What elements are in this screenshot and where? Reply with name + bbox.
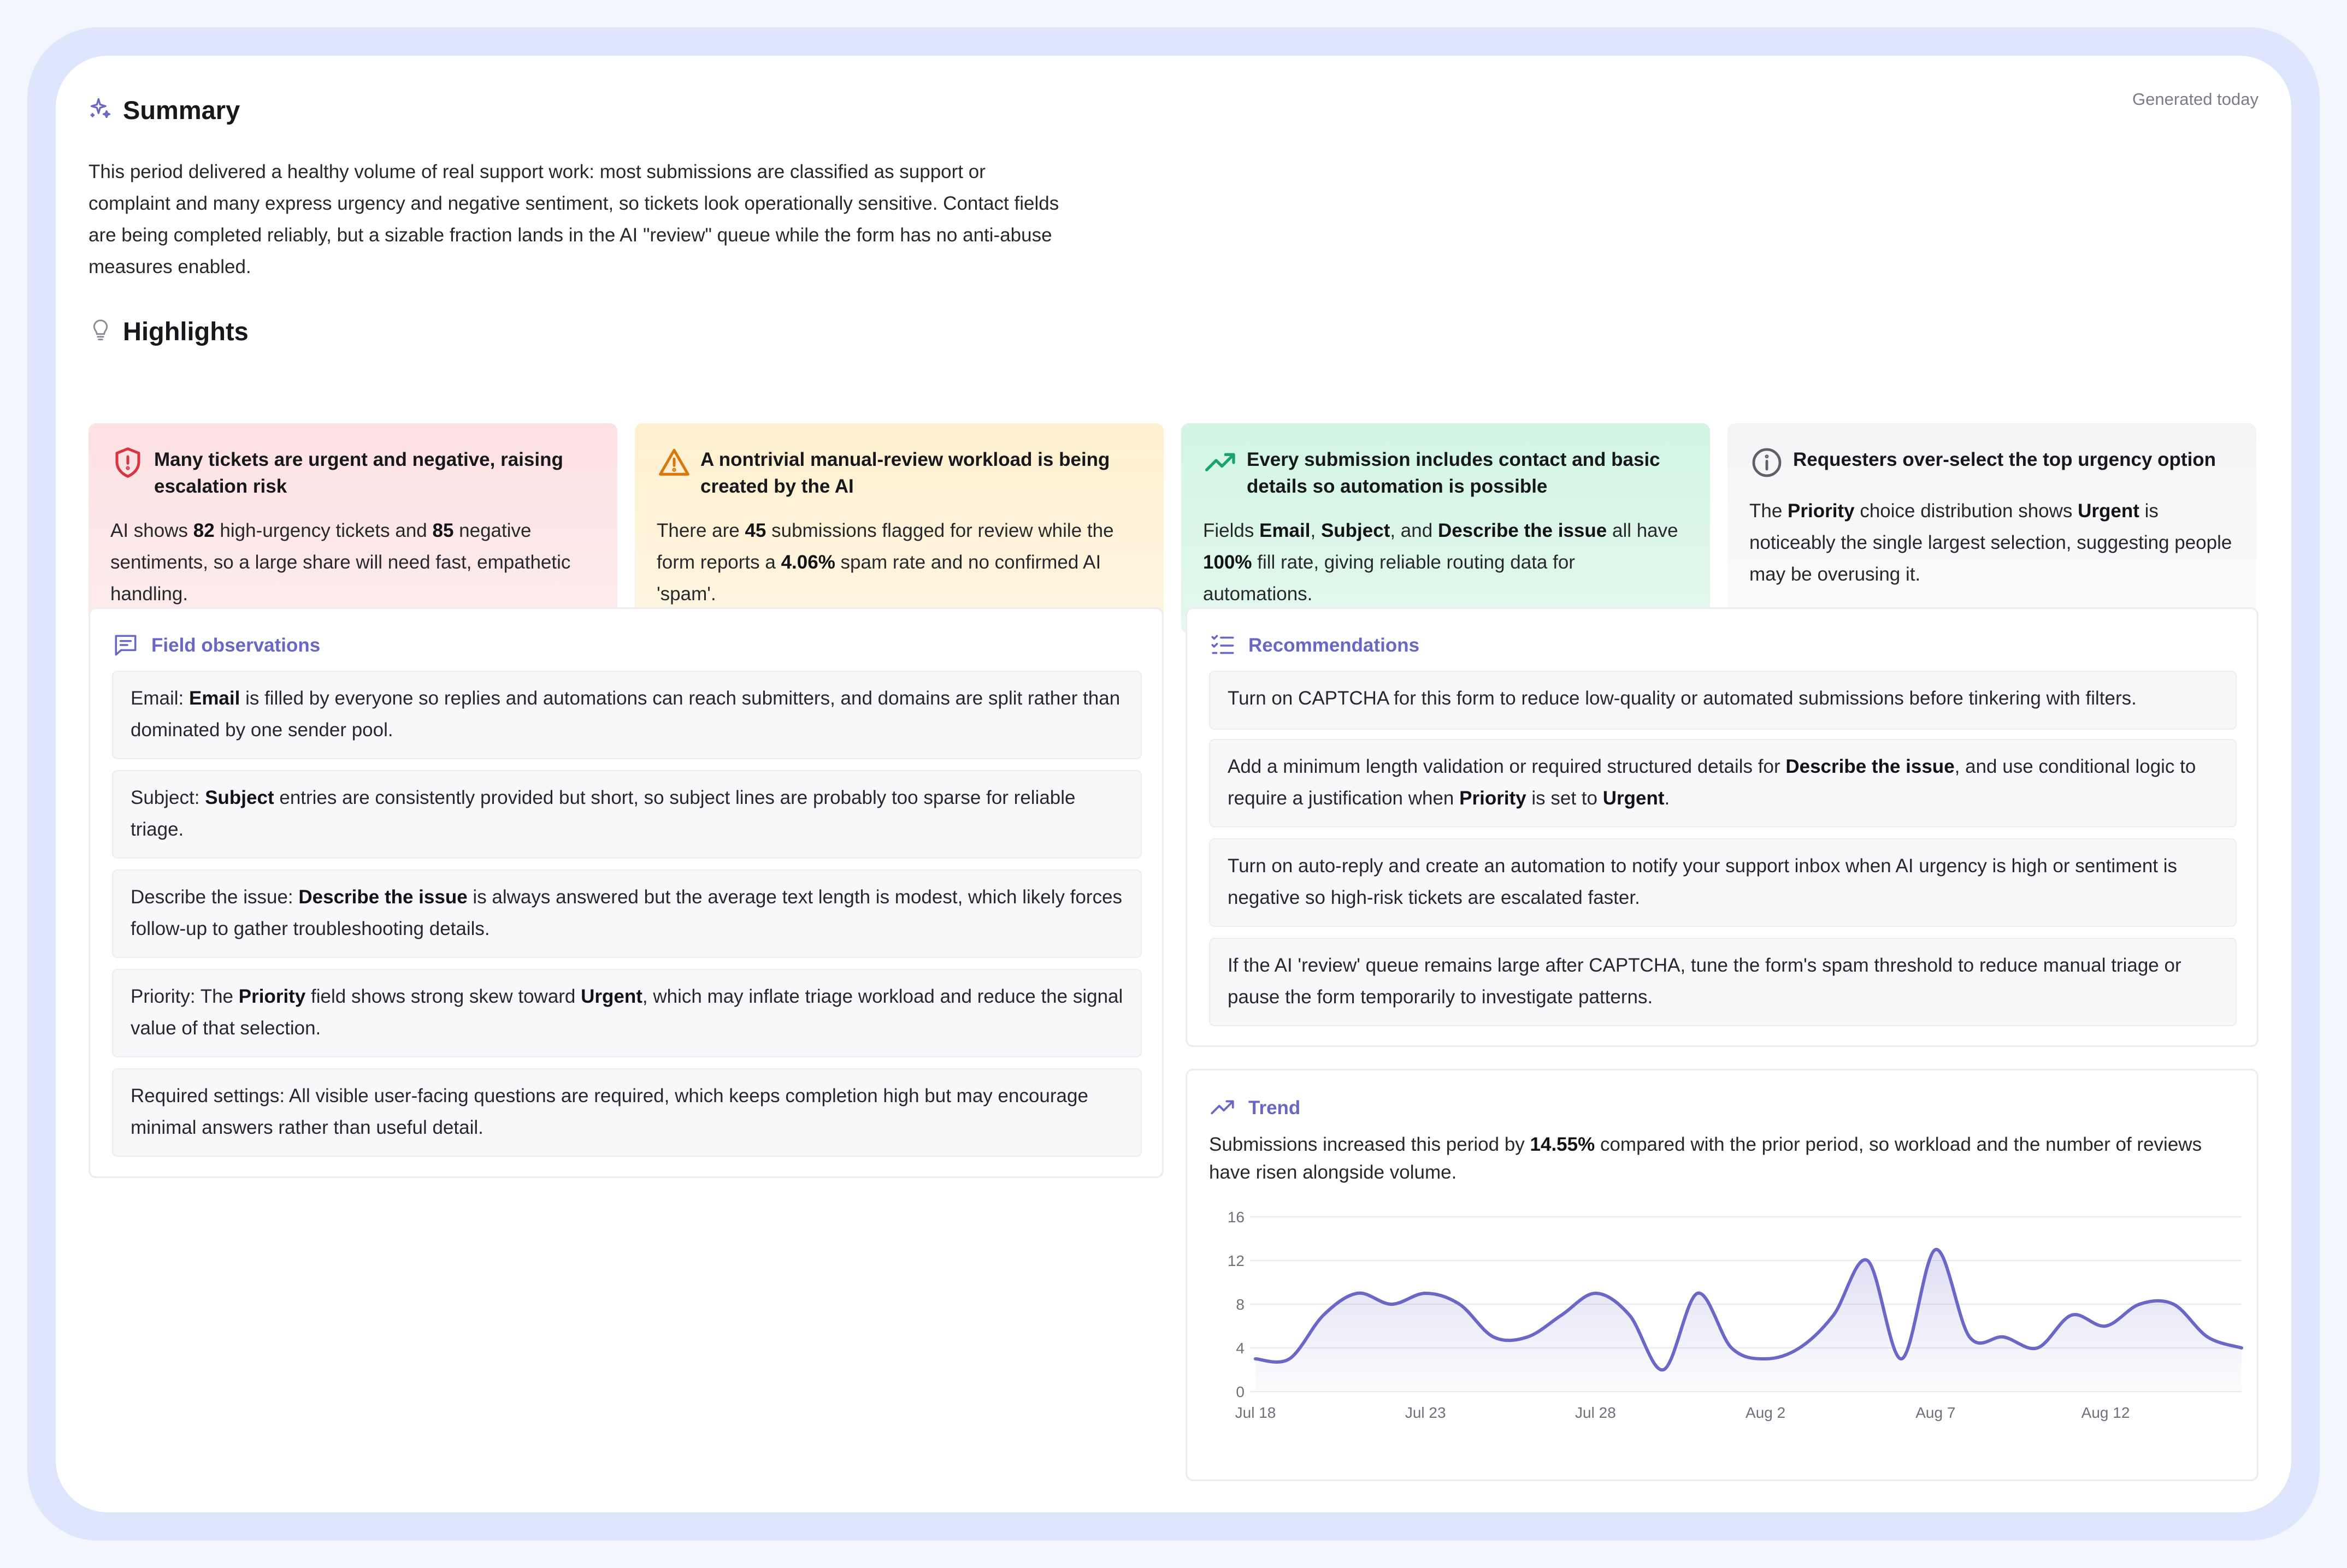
trend-panel — [1186, 1069, 2258, 1481]
field-observations-panel — [89, 607, 1164, 1178]
checklist-icon — [1209, 631, 1236, 661]
trend-title: Trend — [1248, 1097, 1301, 1119]
list-item: Required settings: All visible user-facing questions are required, which keeps completion high but may encourage minimal answers rather than useful detail. — [112, 1068, 1142, 1157]
x-tick-label: Aug 7 — [1915, 1404, 1956, 1421]
y-tick-label: 4 — [1236, 1340, 1245, 1357]
x-tick-label: Jul 28 — [1575, 1404, 1616, 1421]
insights-card — [56, 56, 2291, 1512]
trend-area — [1255, 1250, 2242, 1392]
x-tick-label: Aug 2 — [1745, 1404, 1786, 1421]
highlight-title: Requesters over-select the top urgency option — [1793, 449, 2216, 470]
trend-chart — [1187, 1070, 2260, 1483]
sparkle-icon — [89, 96, 113, 123]
y-tick-label: 8 — [1236, 1296, 1245, 1313]
recommendations-panel — [1186, 607, 2258, 1047]
info-circle-icon — [1749, 445, 1784, 480]
shield-alert-icon — [110, 445, 145, 480]
highlight-card-review — [635, 423, 1164, 634]
warning-triangle-icon — [657, 445, 692, 480]
list-item: If the AI 'review' queue remains large after CAPTCHA, tune the form's spam threshold to reduce manual triage or pause the form temporarily to investigate patterns. — [1209, 938, 2237, 1026]
list-item: Email: Email is filled by everyone so replies and automations can reach submitters, and domains are split rather than dominated by one sender pool. — [112, 671, 1142, 759]
lightbulb-icon — [90, 318, 111, 345]
generated-label: Generated today — [2132, 90, 2258, 109]
message-square-icon — [112, 631, 139, 661]
list-item: Turn on auto-reply and create an automation to notify your support inbox when AI urgency is high or sentiment is negative so high-risk tickets are escalated faster. — [1209, 838, 2237, 927]
y-tick-label: 0 — [1236, 1383, 1245, 1400]
list-item: Describe the issue: Describe the issue is always answered but the average text length is modest, which likely forces follow-up to gather troubleshooting details. — [112, 869, 1142, 958]
highlight-body: The Priority choice distribution shows Urgent is noticeably the single largest selection, suggesting people may be overusing it. — [1749, 500, 2232, 585]
list-item: Add a minimum length validation or required structured details for Describe the issue, and use conditional logic to require a justification when Priority is set to Urgent. — [1209, 739, 2237, 827]
x-tick-label: Jul 18 — [1235, 1404, 1276, 1421]
highlight-title: Every submission includes contact and basic details so automation is possible — [1247, 449, 1660, 497]
summary-text: This period delivered a healthy volume of real support work: most submissions are classified as support or complaint and many express urgency and negative sentiment, so tickets look operationally sensitive. Contact fields are being completed reliably, but a sizable fraction lands in the AI "review" queue while the form has no anti-abuse measures enabled. — [89, 161, 1059, 277]
list-item: Priority: The Priority field shows strong skew toward Urgent, which may inflate triage workload and reduce the signal value of that selection. — [112, 969, 1142, 1057]
trending-up-icon — [1203, 445, 1238, 480]
recommendations-title: Recommendations — [1248, 635, 1420, 656]
highlights-title: Highlights — [123, 317, 249, 346]
list-item: Turn on CAPTCHA for this form to reduce low-quality or automated submissions before tinkering with filters. — [1209, 671, 2237, 730]
x-tick-label: Aug 12 — [2081, 1404, 2130, 1421]
highlight-card-priority — [1727, 423, 2256, 634]
highlight-title: A nontrivial manual-review workload is being created by the AI — [700, 449, 1110, 497]
y-tick-label: 16 — [1227, 1209, 1245, 1226]
highlight-body: Fields Email, Subject, and Describe the issue all have 100% fill rate, giving reliable routing data for automations. — [1203, 520, 1678, 605]
x-tick-label: Jul 23 — [1405, 1404, 1446, 1421]
field-observations-title: Field observations — [151, 635, 321, 656]
list-item: Subject: Subject entries are consistently provided but short, so subject lines are probably too sparse for reliable triage. — [112, 770, 1142, 859]
trend-text: Submissions increased this period by 14.55% compared with the prior period, so workload and the number of reviews have risen alongside volume. — [1209, 1134, 2202, 1183]
summary-title: Summary — [123, 96, 240, 125]
highlight-card-urgent — [89, 423, 617, 634]
highlight-body: AI shows 82 high-urgency tickets and 85 negative sentiments, so a large share will need fast, empathetic handling. — [110, 520, 571, 605]
highlight-title: Many tickets are urgent and negative, raising escalation risk — [154, 449, 563, 497]
y-tick-label: 12 — [1227, 1252, 1245, 1269]
highlight-card-automation — [1181, 423, 1710, 634]
highlight-body: There are 45 submissions flagged for review while the form reports a 4.06% spam rate and no confirmed AI 'spam'. — [657, 520, 1114, 605]
